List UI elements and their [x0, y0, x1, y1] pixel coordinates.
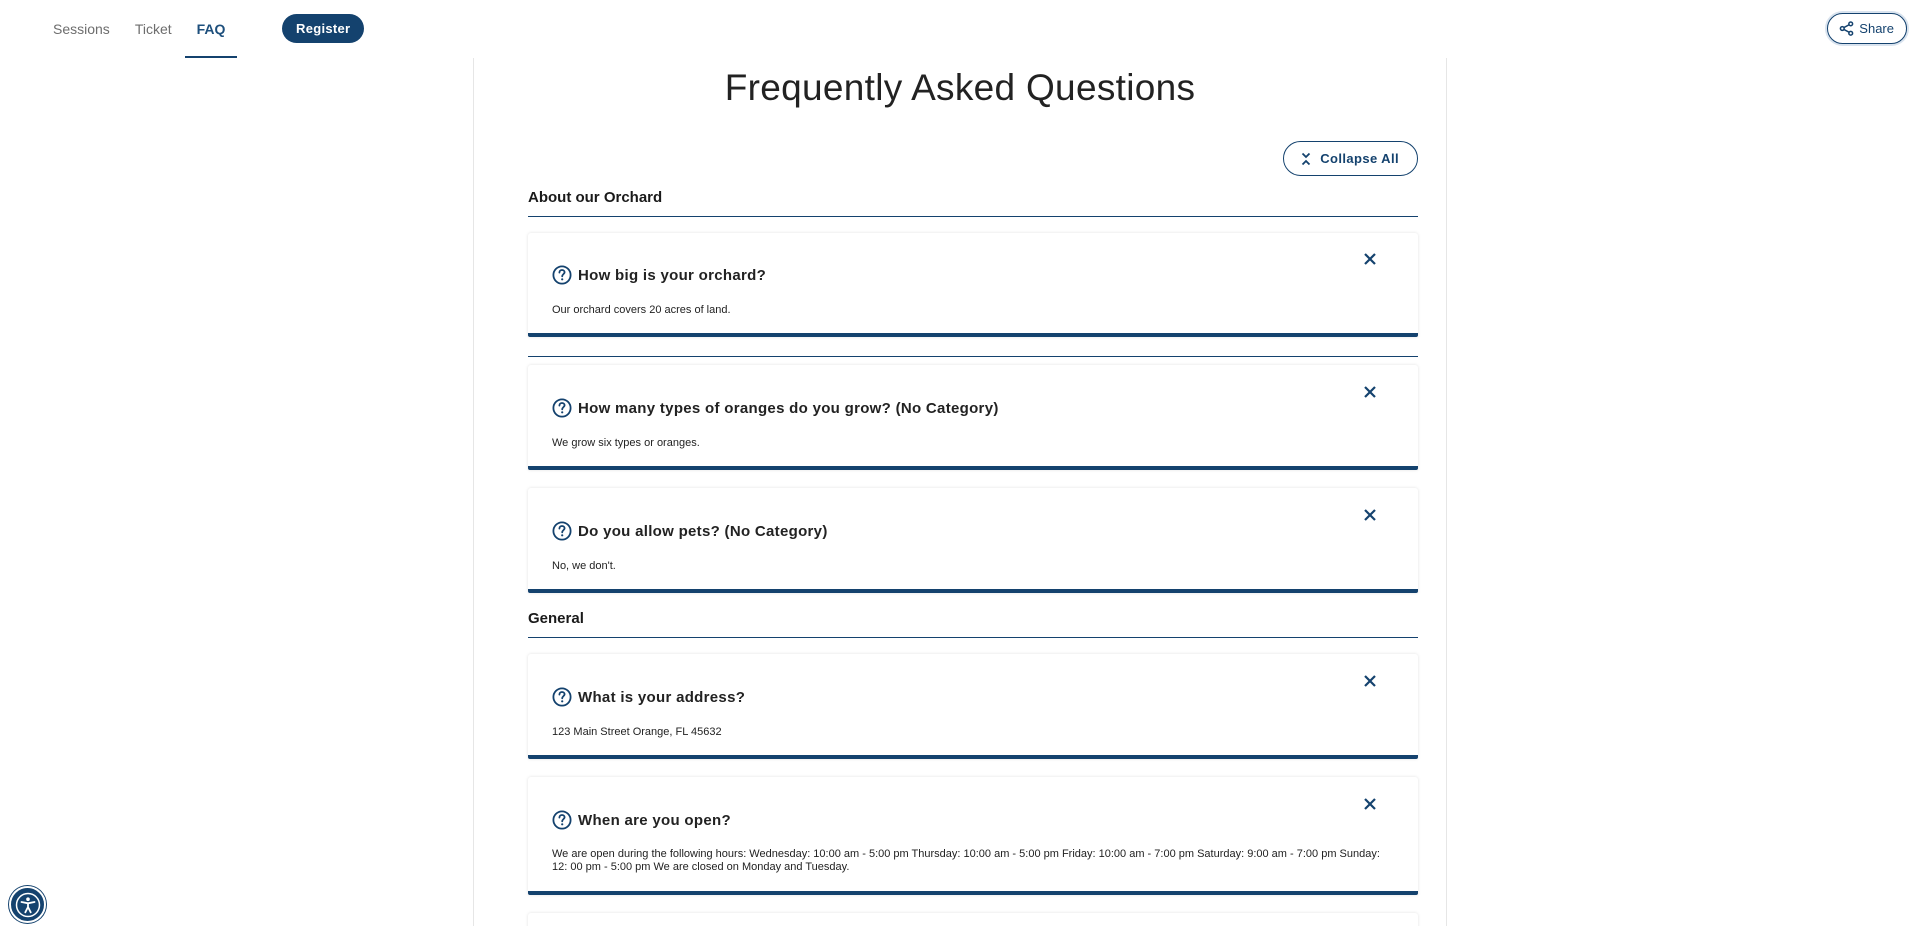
section-heading-about-orchard: About our Orchard: [528, 189, 1418, 217]
close-icon[interactable]: [1362, 384, 1378, 400]
faq-item[interactable]: [528, 777, 1418, 895]
faq-item[interactable]: [528, 654, 1418, 759]
tab-faq[interactable]: FAQ: [185, 0, 238, 58]
collapse-icon: [1301, 152, 1311, 166]
faq-question[interactable]: [552, 265, 766, 285]
close-icon[interactable]: [1362, 796, 1378, 812]
page-title: Frequently Asked Questions: [724, 67, 1196, 108]
faq-question-text: When are you open?: [578, 811, 731, 829]
accessibility-icon: [15, 892, 41, 918]
faq-question[interactable]: [552, 810, 731, 830]
top-navigation: [0, 0, 1920, 58]
collapse-all-button[interactable]: [1283, 141, 1418, 176]
section-divider: [528, 356, 1418, 357]
faq-answer: 123 Main Street Orange, FL 45632: [552, 726, 722, 738]
close-icon[interactable]: [1362, 507, 1378, 523]
question-circle-icon: [552, 810, 572, 830]
question-circle-icon: [552, 687, 572, 707]
accessibility-button[interactable]: [9, 886, 46, 923]
faq-item[interactable]: [528, 365, 1418, 470]
question-circle-icon: [552, 398, 572, 418]
close-icon[interactable]: [1362, 673, 1378, 689]
faq-content: [473, 58, 1447, 926]
faq-answer: We grow six types or oranges.: [552, 437, 700, 449]
section-heading-general: General: [528, 610, 1418, 638]
faq-answer: Our orchard covers 20 acres of land.: [552, 304, 731, 316]
question-circle-icon: [552, 265, 572, 285]
faq-answer: We are open during the following hours: Wednesday: 10:00 am - 5:00 pm Thursday: 10:00 am - 5:00 pm Friday: 10:00 am - 7:00 pm Saturday: 9:00 am - 7:00 pm Sunday: 12: 00 pm - 5:00 pm We are closed on Monday and Tuesday.: [552, 848, 1380, 873]
close-icon[interactable]: [1362, 251, 1378, 267]
register-button[interactable]: Register: [282, 14, 364, 43]
tab-ticket[interactable]: Ticket: [134, 21, 172, 37]
faq-question-text: How many types of oranges do you grow? (No Category): [578, 399, 999, 417]
faq-answer: No, we don't.: [552, 560, 616, 572]
faq-item[interactable]: [528, 913, 1418, 926]
share-button[interactable]: [1827, 13, 1907, 44]
tab-sessions[interactable]: Sessions: [53, 21, 110, 37]
faq-question-text: Do you allow pets? (No Category): [578, 522, 828, 540]
faq-item[interactable]: [528, 233, 1418, 337]
faq-question[interactable]: [552, 398, 999, 418]
faq-question[interactable]: [552, 521, 828, 541]
faq-item[interactable]: [528, 488, 1418, 593]
share-icon: [1839, 21, 1854, 36]
faq-question-text: How big is your orchard?: [578, 266, 767, 284]
share-label: Share: [1859, 21, 1894, 36]
question-circle-icon: [552, 521, 572, 541]
faq-question[interactable]: [552, 687, 745, 707]
collapse-all-label: Collapse All: [1320, 151, 1399, 166]
faq-question-text: What is your address?: [578, 688, 746, 706]
nav-tabs: [41, 0, 238, 58]
